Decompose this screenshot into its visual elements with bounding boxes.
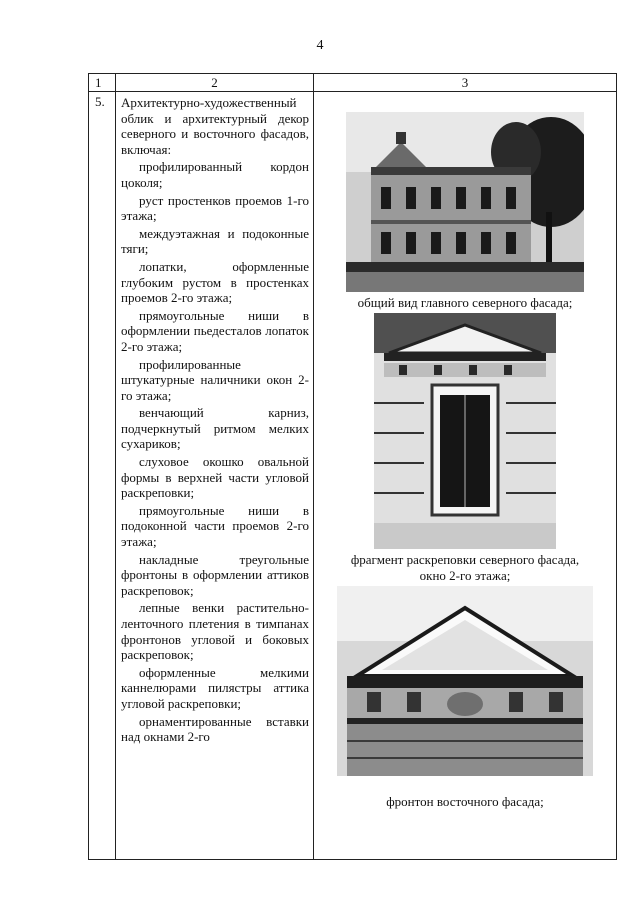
heritage-table: [88, 73, 617, 860]
table-row: [89, 92, 617, 860]
north-facade-photo: [346, 112, 584, 292]
row-photos: [314, 92, 617, 860]
list-item: лепные венки растительно-ленточного плетения в тимпанах фронтонов угловой и боковых раскреповок;: [121, 600, 309, 663]
list-item: руст простенков проемов 1-го этажа;: [121, 192, 309, 224]
row-description: [116, 92, 314, 860]
list-item: орнаментированные вставки над окнами 2-го: [121, 713, 309, 745]
header-col-3: 3: [314, 74, 617, 92]
table-header-row: [89, 74, 617, 92]
page-number: 4: [316, 38, 324, 53]
east-pediment-photo: [337, 586, 593, 776]
list-item: профилированный кордон цоколя;: [121, 159, 309, 190]
list-item: венчающий карниз, подчеркнутый ритмом мелких сухариков;: [121, 405, 309, 452]
list-item: лопатки, оформленные глубоким рустом в простенках проемов 2-го этажа;: [121, 258, 309, 306]
list-item: оформленные мелкими каннелюрами пилястры аттика угловой раскреповки;: [121, 664, 309, 711]
caption-north-facade: общий вид главного северного фасада;: [357, 295, 573, 310]
row-number: 5.: [89, 92, 116, 860]
list-item: прямоугольные ниши в подоконной части проемов 2-го этажа;: [121, 502, 309, 550]
header-col-1: 1: [89, 74, 116, 92]
list-item: прямоугольные ниши в оформлении пьедесталов лопаток 2-го этажа;: [121, 307, 309, 354]
caption-facade-fragment-line1: фрагмент раскреповки северного фасада,: [350, 552, 580, 567]
list-item: междуэтажная и подоконные тяги;: [121, 225, 309, 257]
list-item: накладные треугольные фронтоны в оформлении аттиков раскреповок;: [121, 551, 309, 598]
list-item: профилированные штукатурные наличники окон 2-го этажа;: [121, 356, 309, 403]
caption-east-pediment: фронтон восточного фасада;: [386, 794, 544, 809]
facade-fragment-photo: [374, 313, 556, 549]
caption-facade-fragment-line2: окно 2-го этажа;: [419, 568, 511, 583]
list-item: слуховое окошко овальной формы в верхней части угловой раскреповки;: [121, 454, 309, 501]
description-intro: Архитектурно-художественный облик и архитектурный декор северного и восточного фасадов, включая:: [121, 95, 309, 157]
header-col-2: 2: [116, 74, 314, 92]
